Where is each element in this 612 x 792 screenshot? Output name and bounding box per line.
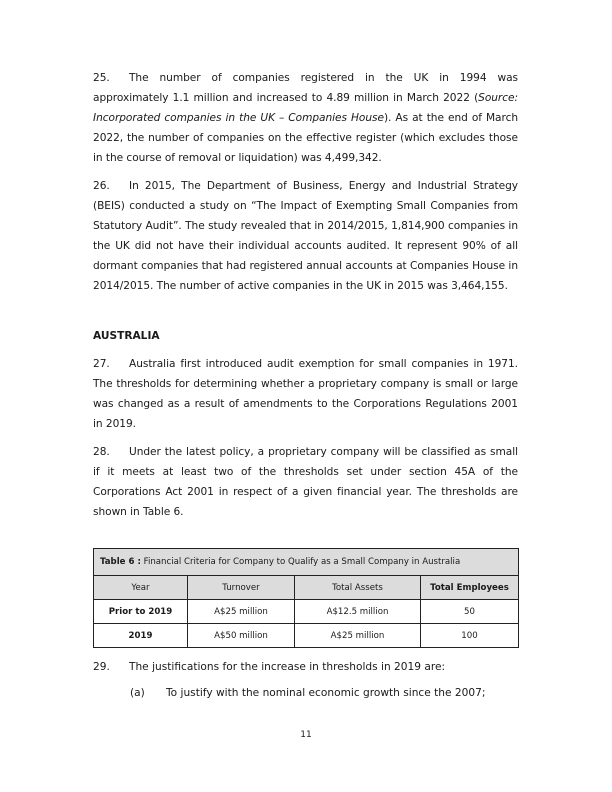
paragraph-25: 25. The number of companies registered in the UK in 1994 was approximately 1.1 million and increased to 4.89 million in March 2022 (Source: Incorporated companies in the UK – Companies House). As at the end of March 2022, the number of companies on the effective register (which excludes those in the course of removal or liquidation) was 4,499,342.	[93, 68, 518, 168]
paragraph-number: 26.	[93, 180, 110, 192]
sub-item-a: (a) To justify with the nominal economic growth since the 2007;	[130, 683, 485, 703]
sub-item-label: (a)	[130, 687, 145, 699]
paragraph-29: 29. The justifications for the increase in thresholds in 2019 are:	[93, 657, 518, 677]
paragraph-number: 25.	[93, 72, 110, 84]
header-total-assets: Total Assets	[295, 576, 421, 600]
paragraph-27: 27. Australia first introduced audit exemption for small companies in 1971. The thresholds for determining whether a proprietary company is small or large was changed as a result of amendments to the Corporations Regulations 2001 in 2019.	[93, 354, 518, 434]
header-turnover: Turnover	[188, 576, 295, 600]
paragraph-number: 28.	[93, 446, 110, 458]
document-body	[93, 68, 518, 530]
paragraph-number: 27.	[93, 358, 110, 370]
header-year: Year	[94, 576, 188, 600]
table-6	[93, 548, 519, 648]
source-citation: Source: Incorporated companies in the UK – Companies House	[93, 92, 518, 124]
table-row: 2019 A$50 million A$25 million 100	[94, 624, 519, 648]
page-number: 11	[300, 730, 312, 740]
header-total-employees: Total Employees	[421, 576, 519, 600]
table-row: Prior to 2019 A$25 million A$12.5 million 50	[94, 600, 519, 624]
paragraph-28: 28. Under the latest policy, a proprietary company will be classified as small if it meets at least two of the thresholds set under section 45A of the Corporations Act 2001 in respect of a given financial year. The thresholds are shown in Table 6.	[93, 442, 518, 522]
table-caption: Table 6 : Financial Criteria for Company to Qualify as a Small Company in Australia	[94, 549, 519, 576]
paragraph-number: 29.	[93, 661, 110, 673]
table-header-row	[94, 576, 519, 600]
paragraph-26: 26. In 2015, The Department of Business, Energy and Industrial Strategy (BEIS) conducted a study on “The Impact of Exempting Small Companies from Statutory Audit”. The study revealed that in 2014/2015, 1,814,900 companies in the UK did not have their individual accounts audited. It represent 90% of all dormant companies that had registered annual accounts at Companies House in 2014/2015. The number of active companies in the UK in 2015 was 3,464,155.	[93, 176, 518, 296]
section-heading-australia: AUSTRALIA	[93, 330, 160, 342]
